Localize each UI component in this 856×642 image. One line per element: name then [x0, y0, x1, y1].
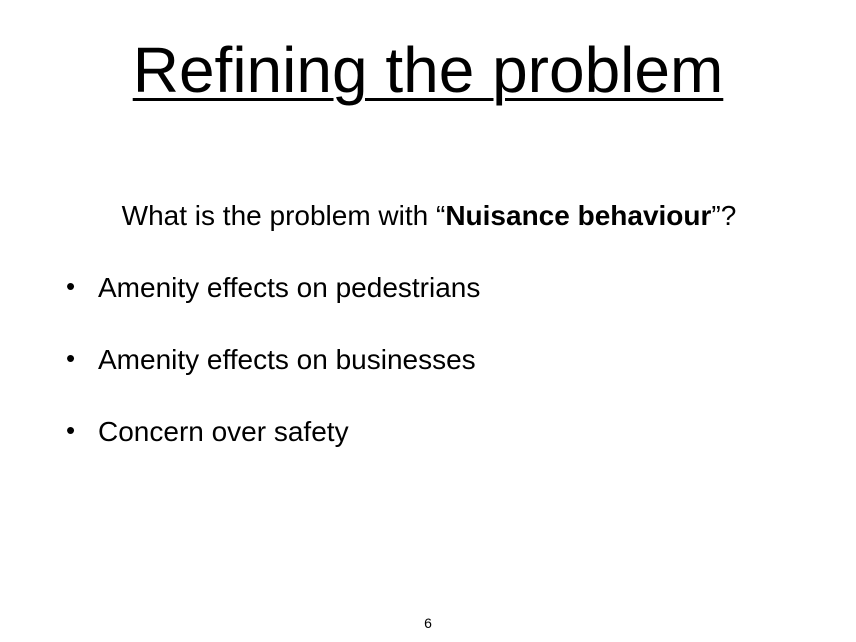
- page-number: 6: [424, 615, 432, 631]
- bullet-text: Amenity effects on businesses: [98, 344, 476, 375]
- slide-title-text: Refining the problem: [132, 34, 724, 106]
- question-suffix: ”?: [711, 200, 737, 231]
- bullet-text: Concern over safety: [98, 416, 349, 447]
- list-item: [66, 412, 480, 484]
- problem-question: [0, 196, 856, 236]
- bullet-icon: •: [66, 415, 76, 445]
- bullet-icon: •: [66, 343, 76, 373]
- question-emphasis: Nuisance behaviour: [445, 200, 712, 231]
- bullet-text: Amenity effects on pedestrians: [98, 272, 481, 303]
- slide-title: [0, 30, 856, 110]
- bullet-list: [66, 268, 480, 484]
- list-item: [66, 340, 480, 412]
- list-item: [66, 268, 480, 340]
- question-prefix: What is the problem with “: [121, 200, 446, 231]
- bullet-icon: •: [66, 271, 76, 301]
